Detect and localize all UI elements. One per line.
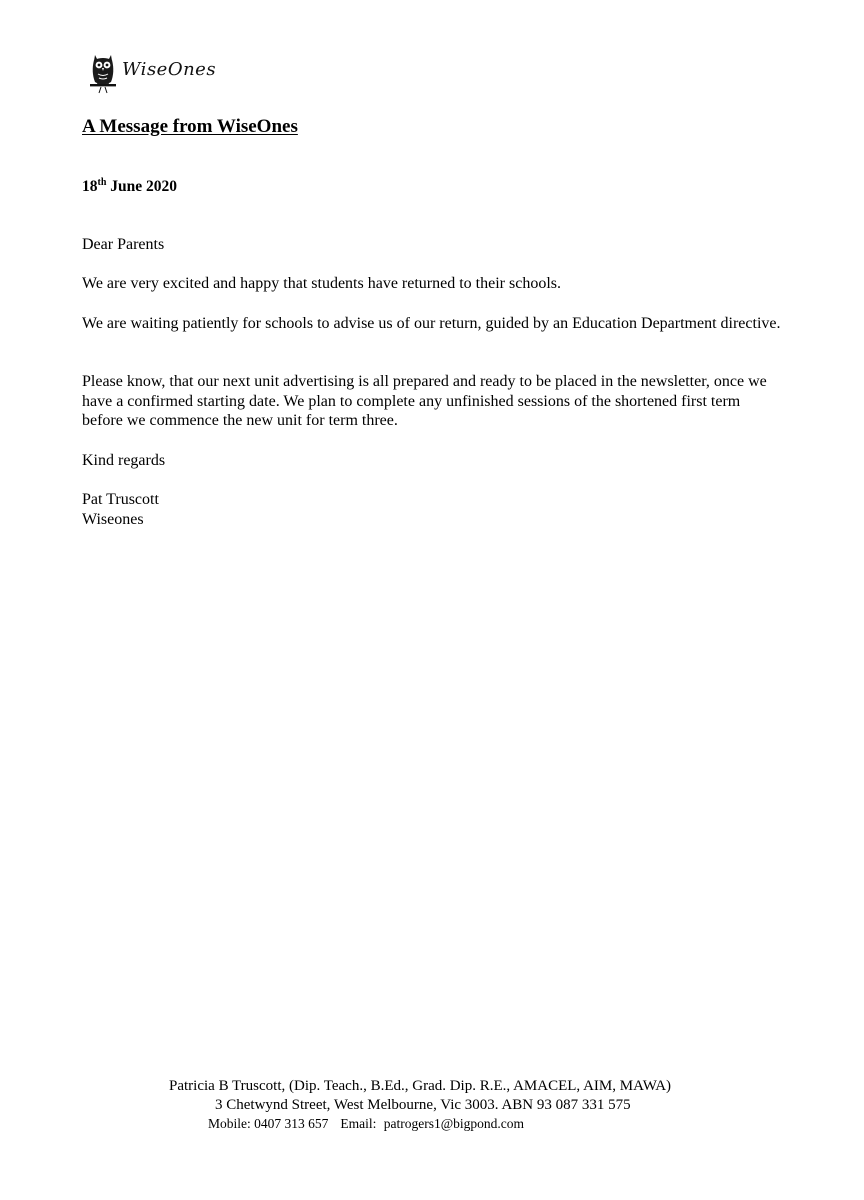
wiseones-logo: [88, 50, 216, 94]
letter-greeting: Dear Parents: [82, 236, 165, 253]
letter-closing: Kind regards: [82, 452, 166, 469]
email-address[interactable]: patrogers1@bigpond.com: [383, 1116, 525, 1131]
date-suffix: th: [97, 177, 107, 188]
logo-wordmark: WiseOnes: [122, 58, 217, 80]
letter-date: [82, 178, 177, 196]
footer-contact: [208, 1116, 524, 1132]
paragraph-3: Please know, that our next unit advertising is all prepared and ready to be placed in the newsletter, once we have a confirmed starting date. We plan to complete any unfinished sessions of the shortened first term before we commence the new unit for term three.: [82, 373, 767, 429]
email-label: Email:: [340, 1116, 380, 1131]
mobile-label: Mobile:: [208, 1116, 255, 1131]
date-day: 18: [82, 178, 98, 195]
owl-icon: [88, 50, 118, 94]
signature-name: Pat Truscott: [82, 491, 159, 508]
paragraph-2: We are waiting patiently for schools to advise us of our return, guided by an Education Department directive.: [82, 315, 781, 332]
paragraph-1: We are very excited and happy that students have returned to their schools.: [82, 275, 561, 292]
mobile-number: 0407 313 657: [254, 1116, 329, 1131]
signature-organisation: Wiseones: [82, 511, 144, 528]
footer-address: 3 Chetwynd Street, West Melbourne, Vic 3003. ABN 93 087 331 575: [215, 1097, 631, 1113]
date-month-year: June 2020: [106, 178, 178, 195]
footer-credentials: Patricia B Truscott, (Dip. Teach., B.Ed., Grad. Dip. R.E., AMACEL, AIM, MAWA): [169, 1078, 672, 1094]
letter-title: A Message from WiseOnes: [82, 116, 298, 137]
